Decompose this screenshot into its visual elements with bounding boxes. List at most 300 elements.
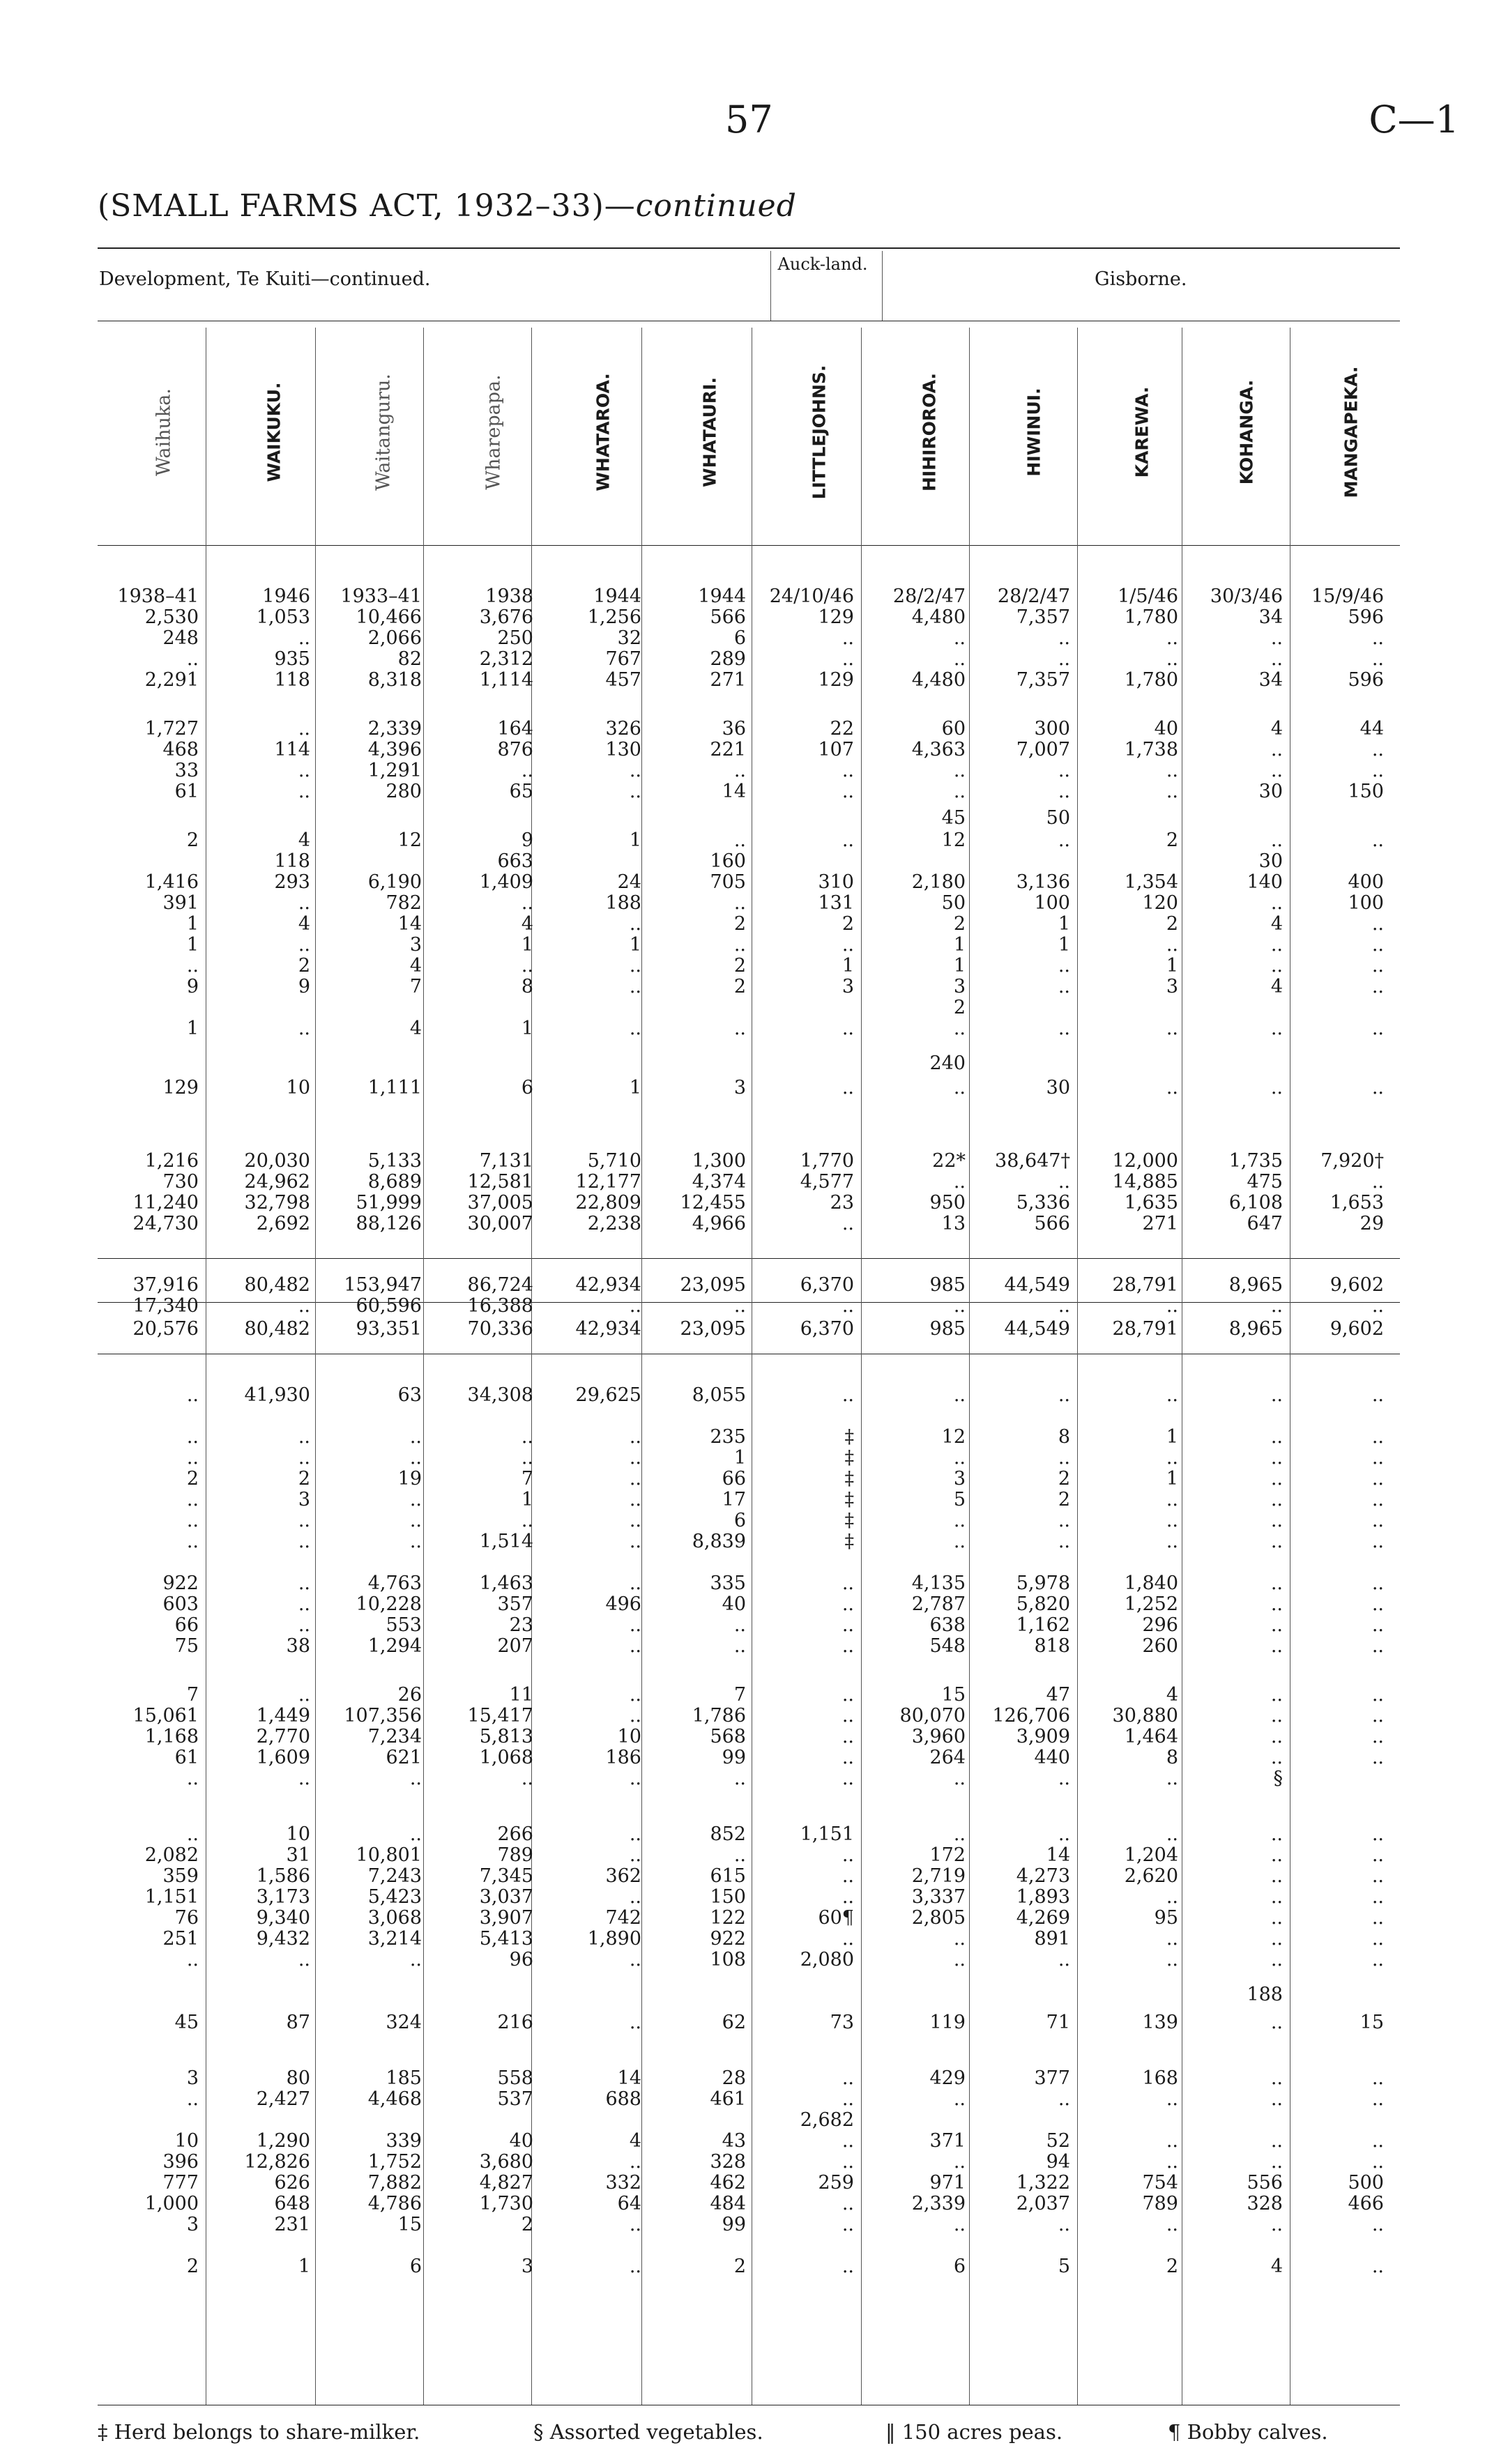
table-cell: 7,007 bbox=[1016, 739, 1070, 760]
table-cell: 44,549 bbox=[1004, 1274, 1070, 1296]
table-cell: 2,620 bbox=[1124, 1865, 1178, 1887]
table-cell: 29,625 bbox=[575, 1384, 641, 1406]
table-cell: .. bbox=[841, 2214, 854, 2235]
table-cell: 359 bbox=[162, 1865, 199, 1887]
table-cell: 621 bbox=[386, 1747, 422, 1768]
table-cell: 153,947 bbox=[344, 1274, 422, 1296]
table-cell: 9,602 bbox=[1330, 1274, 1384, 1296]
table-cell: .. bbox=[733, 1295, 746, 1317]
table-cell: .. bbox=[841, 1886, 854, 1908]
table-cell: 2,770 bbox=[256, 1726, 310, 1747]
column-header bbox=[349, 328, 418, 537]
table-cell: .. bbox=[841, 829, 854, 851]
table-cell: 28,791 bbox=[1112, 1274, 1178, 1296]
table-cell: 23,095 bbox=[680, 1318, 746, 1340]
table-cell: 335 bbox=[710, 1572, 746, 1594]
table-cell: 3 bbox=[1166, 976, 1178, 997]
table-cell: 4,480 bbox=[911, 606, 966, 628]
table-cell: .. bbox=[1371, 1468, 1384, 1490]
column-header bbox=[1212, 328, 1281, 537]
table-cell: .. bbox=[1058, 760, 1070, 781]
table-cell: .. bbox=[1166, 1768, 1178, 1789]
table-cell: .. bbox=[1270, 1447, 1283, 1469]
table-cell: 8,689 bbox=[367, 1171, 422, 1193]
table-cell: .. bbox=[841, 2256, 854, 2277]
table-cell: .. bbox=[1166, 2151, 1178, 2173]
column-rule bbox=[882, 251, 883, 321]
table-cell: .. bbox=[1270, 648, 1283, 670]
group-auckland: Auck-land. bbox=[777, 254, 868, 274]
table-cell: 24,962 bbox=[244, 1171, 310, 1193]
table-cell: .. bbox=[841, 1593, 854, 1615]
table-cell: 3,909 bbox=[1016, 1726, 1070, 1747]
column-rule bbox=[423, 328, 424, 2405]
table-cell: 3,068 bbox=[367, 1907, 422, 1929]
table-cell: .. bbox=[1371, 1384, 1384, 1406]
table-cell: 23 bbox=[830, 1192, 854, 1214]
table-cell: .. bbox=[1371, 1928, 1384, 1950]
table-cell: 8 bbox=[1166, 1747, 1178, 1768]
table-cell: 1,738 bbox=[1124, 739, 1178, 760]
table-cell: .. bbox=[1371, 1077, 1384, 1099]
table-cell: 44 bbox=[1360, 718, 1384, 740]
table-cell: 626 bbox=[274, 2172, 310, 2194]
table-cell: 3 bbox=[186, 2214, 199, 2235]
table-cell: 1,586 bbox=[256, 1865, 310, 1887]
table-cell: 4,396 bbox=[367, 739, 422, 760]
table-cell: .. bbox=[841, 1844, 854, 1866]
table-cell: .. bbox=[409, 1426, 422, 1448]
table-cell: .. bbox=[841, 1747, 854, 1768]
table-cell: .. bbox=[1371, 760, 1384, 781]
table-cell: 922 bbox=[162, 1572, 199, 1594]
subtotal-rule-1 bbox=[98, 1258, 1400, 1259]
table-cell: .. bbox=[186, 648, 199, 670]
table-cell: 32,798 bbox=[244, 1192, 310, 1214]
table-cell: 37,916 bbox=[132, 1274, 199, 1296]
table-cell: 754 bbox=[1142, 2172, 1178, 2194]
table-cell: 28,791 bbox=[1112, 1318, 1178, 1340]
table-cell: 2 bbox=[186, 1468, 199, 1490]
table-cell: 17,340 bbox=[132, 1295, 199, 1317]
table-cell: 10 bbox=[174, 2130, 199, 2152]
table-cell: 14 bbox=[1046, 1844, 1070, 1866]
table-cell: 2 bbox=[953, 997, 966, 1018]
table-cell: 13 bbox=[941, 1213, 966, 1234]
table-cell: 126,706 bbox=[992, 1705, 1070, 1727]
table-cell: 1 bbox=[953, 955, 966, 977]
table-cell: 2 bbox=[521, 2214, 533, 2235]
table-cell: 2 bbox=[1058, 1489, 1070, 1510]
table-cell: 293 bbox=[274, 871, 310, 893]
table-cell: 1938–41 bbox=[117, 586, 199, 607]
table-cell: .. bbox=[841, 2067, 854, 2089]
table-cell: 3 bbox=[521, 2256, 533, 2277]
table-cell: .. bbox=[1058, 627, 1070, 649]
table-cell: 9,340 bbox=[256, 1907, 310, 1929]
table-cell: .. bbox=[629, 1572, 641, 1594]
table-cell: 99 bbox=[722, 2214, 746, 2235]
table-cell: 2,339 bbox=[911, 2193, 966, 2214]
table-cell: 4,363 bbox=[911, 739, 966, 760]
table-cell: .. bbox=[186, 1447, 199, 1469]
table-cell: .. bbox=[953, 1018, 966, 1039]
table-cell: 15,061 bbox=[132, 1705, 199, 1727]
table-cell: 1933–41 bbox=[340, 586, 422, 607]
table-cell: 4,763 bbox=[367, 1572, 422, 1594]
table-cell: .. bbox=[953, 1949, 966, 1971]
table-cell: 40 bbox=[1154, 718, 1178, 740]
table-cell: 65 bbox=[509, 781, 533, 802]
table-cell: .. bbox=[629, 1447, 641, 1469]
table-cell: .. bbox=[841, 760, 854, 781]
table-cell: 2,080 bbox=[800, 1949, 854, 1971]
table-cell: 2,530 bbox=[144, 606, 199, 628]
table-cell: 186 bbox=[605, 1747, 641, 1768]
table-cell: 118 bbox=[274, 850, 310, 872]
table-cell: 280 bbox=[386, 781, 422, 802]
table-cell: 1 bbox=[186, 1018, 199, 1039]
table-cell: 119 bbox=[929, 2012, 966, 2033]
column-header-label: WHATAURI. bbox=[699, 377, 719, 487]
table-cell: .. bbox=[186, 2088, 199, 2110]
table-cell: 603 bbox=[162, 1593, 199, 1615]
table-cell: .. bbox=[953, 2151, 966, 2173]
table-cell: .. bbox=[841, 1635, 854, 1657]
column-header-label: MANGAPEKA. bbox=[1341, 366, 1361, 498]
table-cell: 6 bbox=[733, 1510, 746, 1531]
table-cell: 7 bbox=[409, 976, 422, 997]
table-cell: .. bbox=[1270, 1468, 1283, 1490]
table-cell: 15 bbox=[397, 2214, 422, 2235]
table-cell: .. bbox=[953, 1077, 966, 1099]
table-cell: .. bbox=[1270, 1928, 1283, 1950]
table-cell: 32 bbox=[617, 627, 641, 649]
table-cell: .. bbox=[953, 781, 966, 802]
table-cell: 76 bbox=[174, 1907, 199, 1929]
column-header-label: WAIKUKU. bbox=[264, 382, 284, 482]
table-cell: 1,300 bbox=[692, 1150, 746, 1172]
table-cell: 2 bbox=[298, 955, 310, 977]
table-cell: 8,839 bbox=[692, 1531, 746, 1552]
table-cell: 371 bbox=[929, 2130, 966, 2152]
table-cell: 140 bbox=[1247, 871, 1283, 893]
table-cell: 37,005 bbox=[467, 1192, 533, 1214]
table-cell: 2,291 bbox=[144, 669, 199, 691]
table-cell: .. bbox=[1166, 2214, 1178, 2235]
table-cell: 96 bbox=[509, 1949, 533, 1971]
table-cell: 1,653 bbox=[1330, 1192, 1384, 1214]
column-header bbox=[568, 328, 638, 537]
table-cell: .. bbox=[1371, 1684, 1384, 1706]
table-cell: 130 bbox=[605, 739, 641, 760]
table-cell: 1 bbox=[629, 829, 641, 851]
table-cell: 362 bbox=[605, 1865, 641, 1887]
column-header bbox=[1107, 328, 1177, 537]
column-header-label: HIHIROROA. bbox=[919, 372, 939, 492]
table-cell: .. bbox=[629, 976, 641, 997]
table-cell: 9,432 bbox=[256, 1928, 310, 1950]
table-cell: 2,427 bbox=[256, 2088, 310, 2110]
table-cell: .. bbox=[629, 1531, 641, 1552]
table-cell: 7,131 bbox=[479, 1150, 533, 1172]
table-cell: .. bbox=[1166, 760, 1178, 781]
table-cell: 63 bbox=[397, 1384, 422, 1406]
table-cell: .. bbox=[953, 1171, 966, 1193]
table-cell: 730 bbox=[162, 1171, 199, 1193]
table-cell: .. bbox=[1058, 781, 1070, 802]
table-cell: .. bbox=[1058, 648, 1070, 670]
table-cell: .. bbox=[1371, 1295, 1384, 1317]
table-cell: 3,136 bbox=[1016, 871, 1070, 893]
table-cell: 185 bbox=[386, 2067, 422, 2089]
table-cell: 400 bbox=[1348, 871, 1384, 893]
table-cell: .. bbox=[298, 1768, 310, 1789]
table-cell: 19 bbox=[397, 1468, 422, 1490]
column-rule bbox=[1077, 328, 1078, 2405]
table-cell: 615 bbox=[710, 1865, 746, 1887]
table-cell: 266 bbox=[497, 1823, 533, 1845]
table-cell: .. bbox=[409, 1823, 422, 1845]
table-cell: 38,647† bbox=[995, 1150, 1070, 1172]
table-cell: .. bbox=[629, 1426, 641, 1448]
table-cell: 2,339 bbox=[367, 718, 422, 740]
table-cell: 17 bbox=[722, 1489, 746, 1510]
table-cell: .. bbox=[1166, 1295, 1178, 1317]
table-cell: 4 bbox=[1166, 1684, 1178, 1706]
table-cell: 71 bbox=[1046, 2012, 1070, 2033]
group-gisborne: Gisborne. bbox=[1095, 268, 1187, 290]
table-cell: § bbox=[1273, 1768, 1283, 1789]
table-cell: .. bbox=[1166, 1823, 1178, 1845]
table-cell: .. bbox=[841, 1018, 854, 1039]
table-cell: .. bbox=[841, 1865, 854, 1887]
table-cell: 468 bbox=[162, 739, 199, 760]
table-cell: .. bbox=[1270, 2130, 1283, 2152]
table-cell: 51,999 bbox=[356, 1192, 422, 1214]
table-cell: .. bbox=[521, 955, 533, 977]
table-cell: 45 bbox=[174, 2012, 199, 2033]
table-cell: .. bbox=[1166, 1510, 1178, 1531]
table-cell: 1,780 bbox=[1124, 606, 1178, 628]
table-cell: 3,037 bbox=[479, 1886, 533, 1908]
table-cell: .. bbox=[1058, 1447, 1070, 1469]
table-cell: 4 bbox=[298, 913, 310, 935]
table-cell: 24 bbox=[617, 871, 641, 893]
table-cell: 1 bbox=[186, 913, 199, 935]
table-cell: 475 bbox=[1247, 1171, 1283, 1193]
table-cell: .. bbox=[733, 829, 746, 851]
table-cell: .. bbox=[953, 1510, 966, 1531]
footnote-share-milker: ‡ Herd belongs to share-milker. bbox=[98, 2420, 420, 2444]
table-cell: 1,053 bbox=[256, 606, 310, 628]
table-cell: 62 bbox=[722, 2012, 746, 2033]
column-header-label: Waitanguru. bbox=[372, 373, 395, 491]
table-cell: 6,370 bbox=[800, 1274, 854, 1296]
table-cell: 326 bbox=[605, 718, 641, 740]
table-cell: ‡ bbox=[844, 1468, 854, 1490]
table-cell: 466 bbox=[1348, 2193, 1384, 2214]
table-cell: 30 bbox=[1046, 1077, 1070, 1099]
table-cell: 1946 bbox=[262, 586, 310, 607]
table-cell: 4,966 bbox=[692, 1213, 746, 1234]
table-cell: 7,243 bbox=[367, 1865, 422, 1887]
table-cell: 23 bbox=[509, 1614, 533, 1636]
table-cell: 548 bbox=[929, 1635, 966, 1657]
table-cell: 80,482 bbox=[244, 1274, 310, 1296]
table-cell: 28/2/47 bbox=[892, 586, 966, 607]
table-cell: .. bbox=[1371, 1844, 1384, 1866]
table-cell: 34,308 bbox=[467, 1384, 533, 1406]
table-cell: 4 bbox=[521, 913, 533, 935]
table-cell: .. bbox=[1166, 1447, 1178, 1469]
table-cell: 120 bbox=[1142, 892, 1178, 914]
column-header bbox=[999, 328, 1069, 537]
table-cell: 33 bbox=[174, 760, 199, 781]
table-cell: .. bbox=[1371, 1705, 1384, 1727]
table-cell: 4,135 bbox=[911, 1572, 966, 1594]
table-cell: 8,965 bbox=[1228, 1318, 1283, 1340]
table-cell: 1 bbox=[953, 934, 966, 956]
table-cell: 31 bbox=[286, 1844, 310, 1866]
table-cell: 688 bbox=[605, 2088, 641, 2110]
table-cell: 1,000 bbox=[144, 2193, 199, 2214]
table-cell: .. bbox=[629, 760, 641, 781]
table-cell: 4 bbox=[1270, 976, 1283, 997]
table-cell: .. bbox=[1371, 1447, 1384, 1469]
table-cell: 782 bbox=[386, 892, 422, 914]
table-cell: .. bbox=[1270, 2151, 1283, 2173]
column-header-label: Waihuka. bbox=[153, 388, 175, 476]
table-cell: .. bbox=[186, 1531, 199, 1552]
table-cell: .. bbox=[953, 1447, 966, 1469]
table-cell: 3,960 bbox=[911, 1726, 966, 1747]
column-header bbox=[894, 328, 964, 537]
table-cell: .. bbox=[953, 2214, 966, 2235]
table-cell: 14,885 bbox=[1112, 1171, 1178, 1193]
table-cell: 42,934 bbox=[575, 1318, 641, 1340]
table-cell: 2 bbox=[733, 955, 746, 977]
table-cell: .. bbox=[1166, 2088, 1178, 2110]
table-cell: .. bbox=[1371, 1635, 1384, 1657]
table-cell: .. bbox=[953, 1384, 966, 1406]
table-cell: 4,468 bbox=[367, 2088, 422, 2110]
header-rule bbox=[98, 545, 1400, 546]
table-cell: 1 bbox=[521, 1489, 533, 1510]
table-cell: 4 bbox=[298, 829, 310, 851]
table-cell: 1,727 bbox=[144, 718, 199, 740]
table-cell: 16,388 bbox=[467, 1295, 533, 1317]
table-cell: .. bbox=[1371, 2130, 1384, 2152]
table-cell: 1 bbox=[841, 955, 854, 977]
table-cell: .. bbox=[521, 1447, 533, 1469]
column-header-label: Wharepapa. bbox=[482, 374, 504, 490]
table-cell: 7,357 bbox=[1016, 606, 1070, 628]
column-rule bbox=[315, 328, 316, 2405]
table-cell: 28 bbox=[722, 2067, 746, 2089]
table-cell: 4 bbox=[1270, 718, 1283, 740]
table-cell: 647 bbox=[1247, 1213, 1283, 1234]
table-cell: 328 bbox=[710, 2151, 746, 2173]
table-cell: .. bbox=[1270, 934, 1283, 956]
table-cell: 61 bbox=[174, 1747, 199, 1768]
column-rule bbox=[770, 251, 771, 321]
table-cell: .. bbox=[1166, 648, 1178, 670]
table-cell: 1944 bbox=[593, 586, 641, 607]
table-cell: .. bbox=[1058, 1949, 1070, 1971]
table-cell: .. bbox=[409, 1510, 422, 1531]
table-cell: .. bbox=[1270, 1077, 1283, 1099]
table-cell: 240 bbox=[929, 1053, 966, 1074]
table-cell: .. bbox=[1371, 1614, 1384, 1636]
table-cell: 5,813 bbox=[479, 1726, 533, 1747]
table-cell: 24/10/46 bbox=[769, 586, 854, 607]
table-cell: 43 bbox=[722, 2130, 746, 2152]
table-cell: 9 bbox=[521, 829, 533, 851]
table-cell: 1,635 bbox=[1124, 1192, 1178, 1214]
table-cell: 10,228 bbox=[356, 1593, 422, 1615]
table-cell: 80 bbox=[286, 2067, 310, 2089]
table-cell: .. bbox=[298, 1614, 310, 1636]
table-cell: 7,345 bbox=[479, 1865, 533, 1887]
table-cell: 440 bbox=[1034, 1747, 1070, 1768]
footnote-bobby-calves: ¶ Bobby calves. bbox=[1168, 2420, 1328, 2444]
table-cell: .. bbox=[1371, 1489, 1384, 1510]
table-cell: 264 bbox=[929, 1747, 966, 1768]
table-cell: 216 bbox=[497, 2012, 533, 2033]
table-cell: 168 bbox=[1142, 2067, 1178, 2089]
table-cell: 1,114 bbox=[479, 669, 533, 691]
table-cell: 118 bbox=[274, 669, 310, 691]
table-cell: 1,252 bbox=[1124, 1593, 1178, 1615]
table-cell: .. bbox=[1270, 1018, 1283, 1039]
table-cell: 14 bbox=[722, 781, 746, 802]
table-cell: ‡ bbox=[844, 1510, 854, 1531]
table-cell: .. bbox=[1166, 1384, 1178, 1406]
table-cell: 22* bbox=[932, 1150, 966, 1172]
table-cell: .. bbox=[629, 1468, 641, 1490]
table-cell: .. bbox=[1270, 627, 1283, 649]
table-cell: 3 bbox=[733, 1077, 746, 1099]
table-cell: 1,416 bbox=[144, 871, 199, 893]
table-cell: 87 bbox=[286, 2012, 310, 2033]
table-cell: .. bbox=[629, 1635, 641, 1657]
table-cell: 705 bbox=[710, 871, 746, 893]
table-cell: 2,692 bbox=[256, 1213, 310, 1234]
table-cell: 30 bbox=[1258, 781, 1283, 802]
table-cell: .. bbox=[409, 1447, 422, 1469]
table-cell: .. bbox=[298, 1593, 310, 1615]
table-cell: .. bbox=[298, 781, 310, 802]
table-cell: .. bbox=[1371, 1823, 1384, 1845]
table-cell: 1,111 bbox=[367, 1077, 422, 1099]
table-cell: .. bbox=[629, 1705, 641, 1727]
table-cell: 462 bbox=[710, 2172, 746, 2194]
table-cell: 2,805 bbox=[911, 1907, 966, 1929]
table-cell: .. bbox=[1371, 2256, 1384, 2277]
table-cell: .. bbox=[733, 1844, 746, 1866]
table-cell: .. bbox=[1270, 1823, 1283, 1845]
table-cell: 1,204 bbox=[1124, 1844, 1178, 1866]
table-cell: .. bbox=[841, 781, 854, 802]
table-cell: .. bbox=[409, 1949, 422, 1971]
table-cell: 457 bbox=[605, 669, 641, 691]
table-cell: 5 bbox=[953, 1489, 966, 1510]
table-cell: .. bbox=[186, 1823, 199, 1845]
table-cell: 1 bbox=[521, 1018, 533, 1039]
table-cell: .. bbox=[298, 760, 310, 781]
table-cell: .. bbox=[1270, 1384, 1283, 1406]
